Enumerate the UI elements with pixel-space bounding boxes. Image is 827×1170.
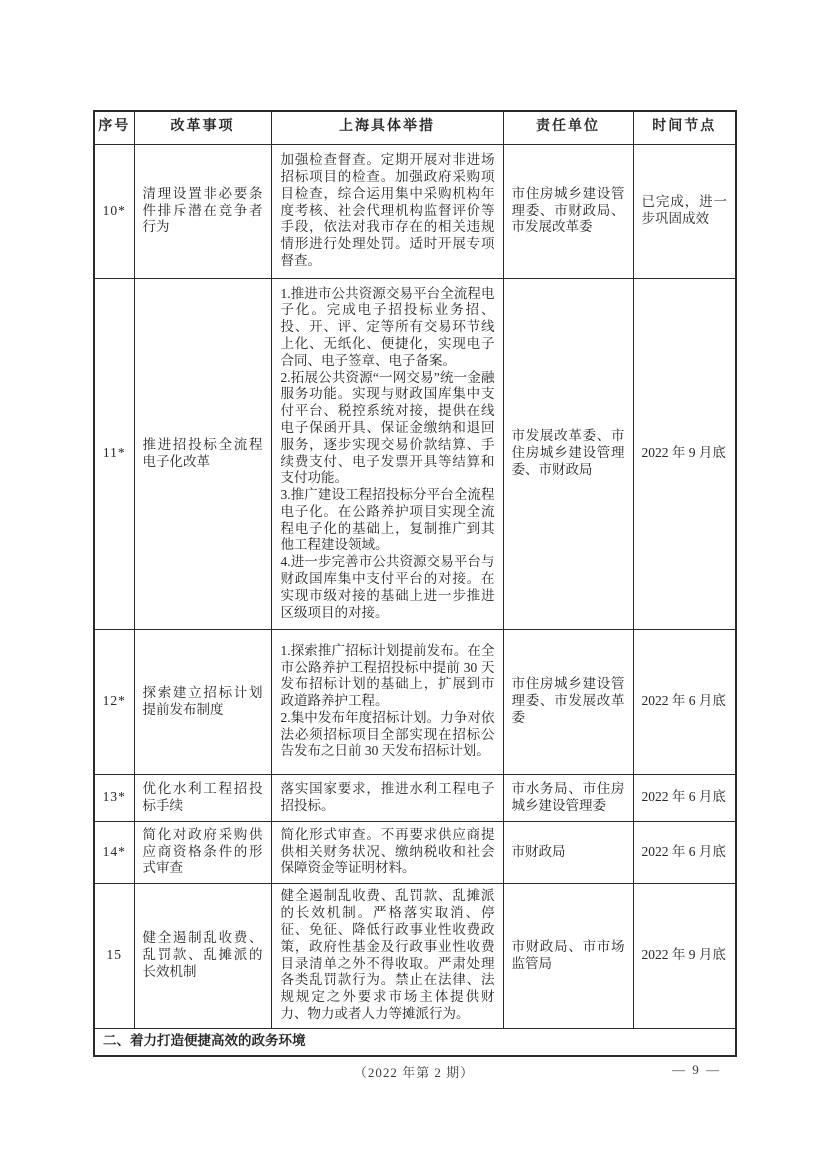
- row10-measures: [271, 144, 503, 278]
- row12-deadline: 2022 年 6 月底: [633, 629, 736, 774]
- row10-reform-item: 清理设置非必要条件排斥潜在竞争者行为: [134, 144, 271, 278]
- row12-reform-item: 探索建立招标计划提前发布制度: [134, 629, 271, 774]
- table-row-11: [94, 278, 736, 629]
- row10-responsible-unit: 市住房城乡建设管理委、市财政局、市发展改革委: [503, 144, 633, 278]
- row13-measure-para: 落实国家要求，推进水利工程电子招投标。: [280, 780, 495, 813]
- footer-issue-label: （2022 年第 2 期）: [353, 1065, 475, 1080]
- row15-reform-item: 健全遏制乱收费、乱罚款、乱摊派的长效机制: [134, 883, 271, 1028]
- header-responsible-unit: 责任单位: [503, 111, 633, 144]
- row11-deadline: 2022 年 9 月底: [633, 278, 736, 629]
- row14-serial: 14*: [94, 821, 134, 883]
- row14-measure-para: 简化形式审查。不再要求供应商提供相关财务状况、缴纳税收和社会保障资金等证明材料。: [280, 826, 495, 876]
- row11-measures: [271, 278, 503, 629]
- row11-measure-para-2: 2.拓展公共资源“一网交易”统一金融服务功能。实现与财政国库集中支付平台、税控系统对接，提供在线电子保函开具、保证金缴纳和退回服务，逐步实现交易价款结算、手续费支付、电子发票开具等结算和支付功能。: [280, 369, 495, 486]
- row12-measure-para-1: 1.探索推广招标计划提前发布。在全市公路养护工程招投标中提前 30 天发布招标计划的基础上，扩展到市政道路养护工程。: [280, 642, 495, 709]
- row11-measure-para-3: 3.推广建设工程招投标分平台全流程电子化。在公路养护项目实现全流程电子化的基础上，复制推广到其他工程建设领域。: [280, 487, 495, 553]
- row11-measure-para-4: 4.进一步完善市公共资源交易平台与财政国库集中支付平台的对接。在实现市级对接的基础上进一步推进区级项目的对接。: [280, 554, 495, 620]
- header-shanghai-measures: 上海具体举措: [271, 111, 503, 144]
- header-reform-item: 改革事项: [134, 111, 271, 144]
- table-row-14: [94, 821, 736, 883]
- table-row-10: [94, 144, 736, 278]
- header-serial-number: 序号: [94, 111, 134, 144]
- header-time-node: 时间节点: [633, 111, 736, 144]
- row15-measure-para: 健全遏制乱收费、乱罚款、乱摊派的长效机制。严格落实取消、停征、免征、降低行政事业性收费政策，政府性基金及行政事业性收费目录清单之外不得收取。严肃处理各类乱罚款行为。禁止在法律、法规规定之外要求市场主体提供财力、物力或者人力等摊派行为。: [280, 888, 495, 1021]
- row10-deadline: 已完成，进一步巩固成效: [633, 144, 736, 278]
- row13-serial: 13*: [94, 774, 134, 821]
- row12-measure-para-2: 2.集中发布年度招标计划。力争对依法必须招标项目全部实现在招标公告发布之日前 30 天发布招标计划。: [280, 709, 495, 759]
- table-row-12: [94, 629, 736, 774]
- row14-reform-item: 简化对政府采购供应商资格条件的形式审查: [134, 821, 271, 883]
- row10-measure-para: 加强检查督查。定期开展对非进场招标项目的检查。加强政府采购项目检查，综合运用集中采购机构年度考核、社会代理机构监督评价等手段，依法对我市存在的相关违规情形进行处理处罚。适时开展专项督查。: [280, 152, 495, 268]
- row14-deadline: 2022 年 6 月底: [633, 821, 736, 883]
- row14-responsible-unit: 市财政局: [503, 821, 633, 883]
- row10-serial: 10*: [94, 144, 134, 278]
- table-section-row: [94, 1028, 736, 1056]
- row13-deadline: 2022 年 6 月底: [633, 774, 736, 821]
- footer-page-number: — 9 —: [672, 1062, 721, 1077]
- row13-reform-item: 优化水利工程招投标手续: [134, 774, 271, 821]
- row15-responsible-unit: 市财政局、市市场监管局: [503, 883, 633, 1028]
- section-heading: 二、着力打造便捷高效的政务环境: [94, 1028, 736, 1056]
- row11-reform-item: 推进招投标全流程电子化改革: [134, 278, 271, 629]
- reform-items-table: [93, 110, 737, 1057]
- row11-responsible-unit: 市发展改革委、市住房城乡建设管理委、市财政局: [503, 278, 633, 629]
- row12-measures: [271, 629, 503, 774]
- table-row-13: [94, 774, 736, 821]
- row12-serial: 12*: [94, 629, 134, 774]
- row15-serial: 15: [94, 883, 134, 1028]
- row11-measure-para-1: 1.推进市公共资源交易平台全流程电子化。完成电子招投标业务招、投、开、评、定等所有交易环节线上化、无纸化、便捷化，实现电子合同、电子签章、电子备案。: [280, 285, 495, 368]
- row13-measures: [271, 774, 503, 821]
- table-header-row: [94, 111, 736, 144]
- row15-measures: [271, 883, 503, 1028]
- row14-measures: [271, 821, 503, 883]
- row15-deadline: 2022 年 9 月底: [633, 883, 736, 1028]
- row11-serial: 11*: [94, 278, 134, 629]
- table-row-15: [94, 883, 736, 1028]
- row12-responsible-unit: 市住房城乡建设管理委、市发展改革委: [503, 629, 633, 774]
- row13-responsible-unit: 市水务局、市住房城乡建设管理委: [503, 774, 633, 821]
